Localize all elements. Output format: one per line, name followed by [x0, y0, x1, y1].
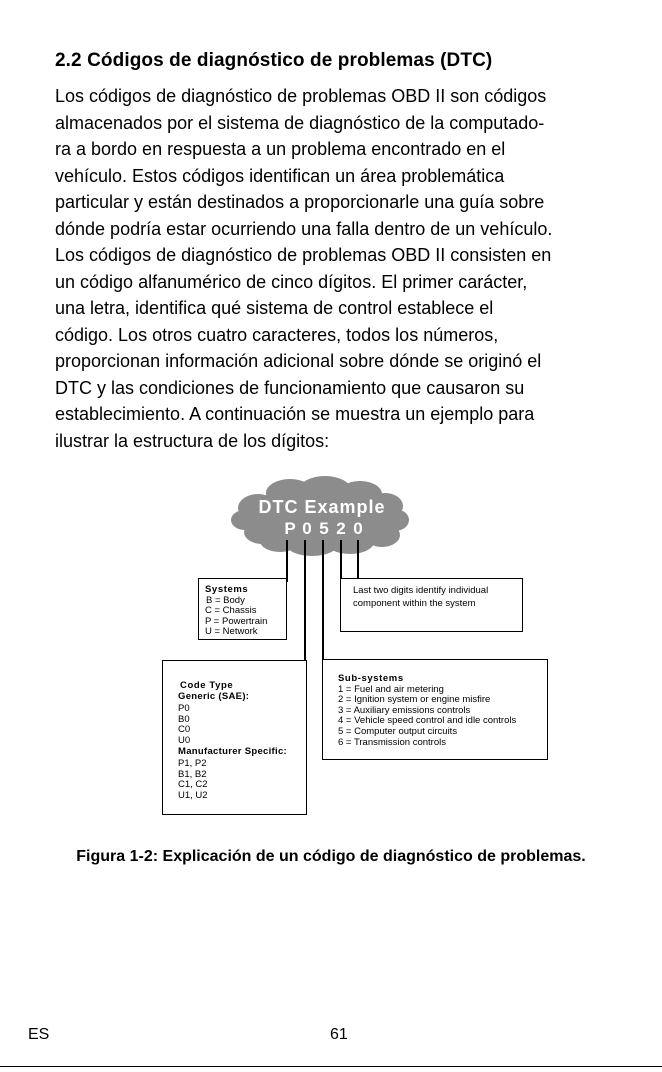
- generic-item: P0: [178, 703, 190, 715]
- paragraph-line: dónde podría estar ocurriendo una falla dentro de un vehículo.: [55, 218, 553, 239]
- paragraph-line: un código alfanumérico de cinco dígitos. El primer carácter,: [55, 271, 528, 292]
- manufacturer-title: Manufacturer Specific:: [178, 745, 288, 757]
- generic-item: U0: [178, 734, 191, 746]
- subsystems-item: 1 = Fuel and air metering: [338, 683, 444, 695]
- cloud-title: DTC Example: [258, 497, 386, 517]
- code-character: 0: [302, 519, 312, 538]
- footer-language: ES: [28, 1026, 50, 1043]
- code-character: P: [284, 519, 296, 538]
- paragraph-line: establecimiento. A continuación se muestra un ejemplo para: [55, 404, 535, 424]
- paragraph-line: Los códigos de diagnóstico de problemas OBD II son códigos: [55, 86, 547, 106]
- systems-title: Systems: [205, 584, 249, 595]
- systems-item: P = Powertrain: [205, 615, 268, 627]
- paragraph-line: ra a bordo en respuesta a un problema encontrado en el: [55, 139, 506, 159]
- paragraph-line: ilustrar la estructura de los dígitos:: [55, 430, 330, 451]
- paragraph-line: código. Los otros cuatro caracteres, todos los números,: [55, 324, 499, 345]
- generic-title: Generic (SAE):: [178, 690, 250, 702]
- manufacturer-item: B1, B2: [178, 768, 207, 780]
- systems-item: B = Body: [206, 594, 245, 606]
- code-character: 2: [336, 519, 346, 538]
- paragraph-line: DTC y las condiciones de funcionamiento que causaron su: [55, 377, 525, 398]
- systems-box: [198, 578, 287, 640]
- systems-item: C = Chassis: [205, 605, 257, 617]
- paragraph-line: almacenados por el sistema de diagnóstico de la computado-: [55, 112, 545, 133]
- manufacturer-item: C1, C2: [178, 779, 208, 791]
- subsystems-item: 3 = Auxiliary emissions controls: [338, 704, 471, 716]
- subsystems-item: 6 = Transmission controls: [338, 736, 446, 748]
- last-two-digits-line: component within the system: [353, 597, 476, 609]
- page-number: 61: [330, 1026, 348, 1043]
- paragraph-line: particular y están destinados a proporcionarle una guía sobre: [55, 192, 545, 212]
- subsystems-item: 2 = Ignition system or engine misfire: [338, 694, 491, 706]
- figure-caption: Figura 1-2: Explicación de un código de diagnóstico de problemas.: [76, 848, 586, 865]
- paragraph-line: proporcionan información adicional sobre dónde se originó el: [55, 351, 542, 371]
- subsystems-box: [322, 659, 548, 760]
- code-type-box: [162, 660, 307, 815]
- generic-item: B0: [178, 713, 190, 725]
- paragraph-line: una letra, identifica qué sistema de control establece el: [55, 298, 494, 318]
- manufacturer-item: U1, U2: [178, 789, 208, 801]
- last-two-digits-box: [340, 578, 523, 632]
- systems-item: U = Network: [205, 626, 258, 638]
- section-heading: 2.2 Códigos de diagnóstico de problemas (DTC): [55, 50, 493, 71]
- code-character: 0: [353, 519, 363, 538]
- paragraph-line: vehículo. Estos códigos identifican un área problemática: [55, 165, 505, 186]
- subsystems-item: 5 = Computer output circuits: [338, 725, 458, 737]
- paragraph-line: Los códigos de diagnóstico de problemas OBD II consisten en: [55, 245, 552, 265]
- bottom-rule: [0, 1066, 662, 1067]
- subsystems-title: Sub-systems: [338, 673, 404, 684]
- last-two-digits-line: Last two digits identify individual: [353, 585, 489, 596]
- code-type-title: Code Type: [180, 680, 234, 691]
- generic-item: C0: [178, 724, 191, 736]
- code-character: 5: [319, 519, 329, 538]
- subsystems-item: 4 = Vehicle speed control and idle controls: [338, 715, 517, 727]
- manufacturer-item: P1, P2: [178, 758, 207, 770]
